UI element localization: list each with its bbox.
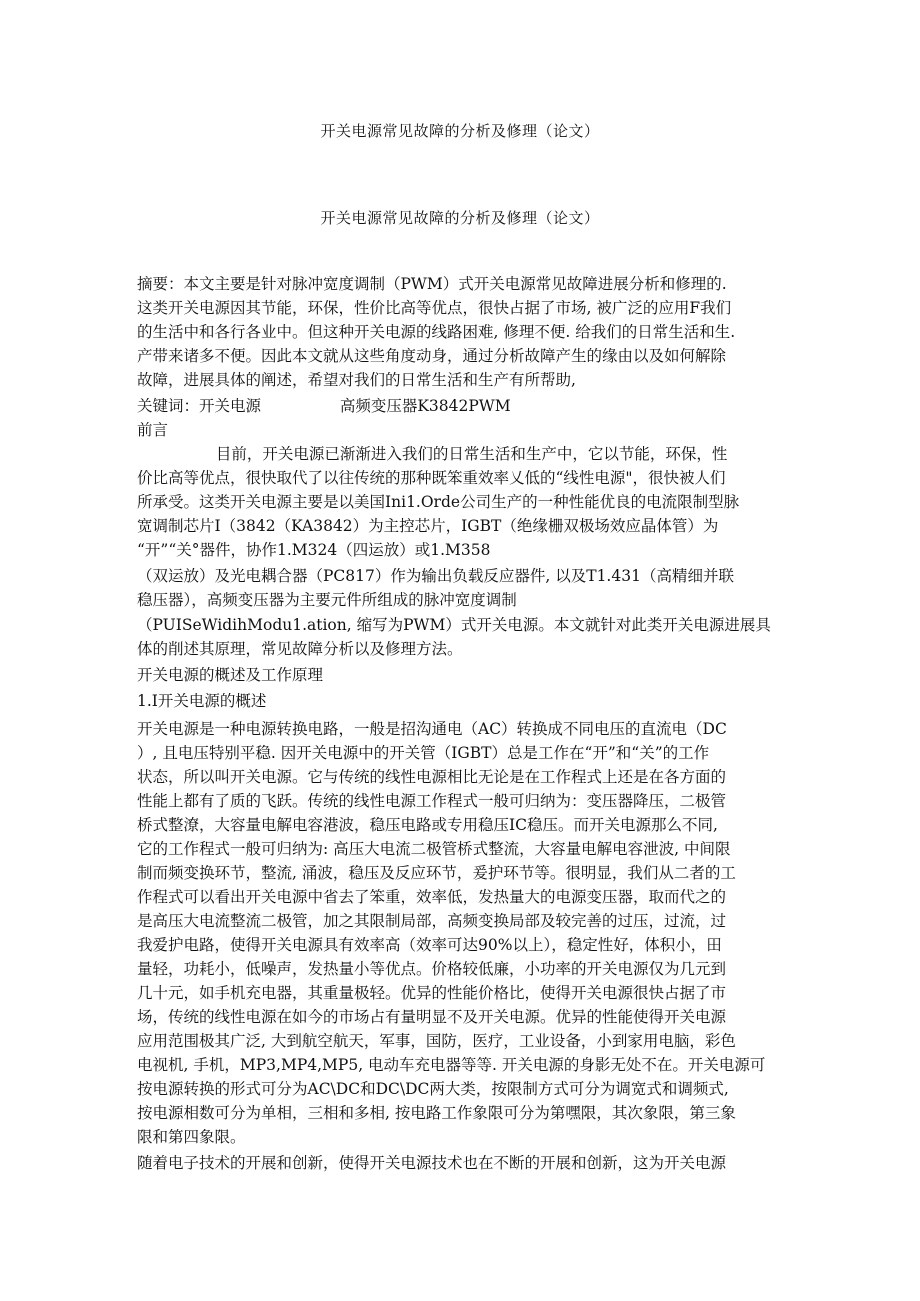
body-line: 作程式可以看出开关电源中省去了笨重，效率低，发热量大的电源变压器，取而代之的	[137, 888, 727, 906]
preface-heading: 前言	[137, 421, 169, 439]
body-line: 几十元，如手机充电器，其重量极轻。优异的性能价格比，使得开关电源很快占据了市	[137, 984, 727, 1002]
abstract-line: 故障，进展具体的阐述，希望对我们的日常生活和生产有所帮助,	[137, 371, 576, 389]
body-line: 它的工作程式一般可归纳为: 高压大电流二极管桥式整流，大容量电解电容泄波, 中间限	[137, 840, 731, 858]
body-line: 桥式整潦，大容量电解电容港波，稳压电路或专用稳压IC稳压。而开关电源那么不同,	[137, 816, 718, 834]
body-line: 电视机, 手机，MP3,MP4,MP5, 电动车充电器等等. 开关电源的身影无处不在。开关电源可	[137, 1056, 766, 1074]
preface-line: “开”“关°器件，协作1.M324（四运放）或1.M358	[137, 541, 491, 559]
document-title: 开关电源常见故障的分析及修理（论文）	[320, 122, 600, 140]
body-line: 限和第四象限。	[137, 1128, 246, 1146]
body-line: 是高压大电流整流二极管，加之其限制局部，高频变换局部及较完善的过压，过流，过	[137, 912, 727, 930]
subsection-heading: 1.I开关电源的概述	[137, 692, 267, 710]
preface-line: （双运放）及光电耦合器（PC817）作为输出负载反应器件, 以及T1.431（高精细并联	[137, 567, 734, 585]
keywords-line: 关键词：开关电源 高频变压器K3842PWM	[137, 397, 511, 415]
preface-line: 目前，开关电源已渐渐进入我们的日常生活和生产中，它以节能，环保，性	[137, 445, 728, 463]
abstract-line: 摘要：本文主要是针对脉冲宽度调制（PWM）式开关电源常见故障进展分析和修理的.	[137, 275, 727, 293]
body-line: ）, 且电压特别平稳. 因开关电源中的开关管（IGBT）总是工作在“开”和“关”的工作	[137, 744, 710, 762]
abstract-line: 的生活中和各行各业中。但这种开关电源的线路困难, 修理不便. 给我们的日常生活和生.	[137, 323, 736, 341]
preface-line: 体的削述其原理，常见故障分析以及修理方法。	[137, 640, 463, 658]
body-line: 状态，所以叫开关电源。它与传统的线性电源相比无论是在工作程式上还是在各方面的	[137, 768, 727, 786]
body-line: 应用范围极其广泛, 大到航空航天，军事，国防，医疗，工业设备，小到家用电脑，彩色	[137, 1032, 736, 1050]
body-line: 按电源相数可分为单相，三相和多相, 按电路工作象限可分为第嘿限，其次象限，第三象	[137, 1104, 736, 1122]
preface-line: 价比高等优点，很快取代了以往传统的那种既笨重效率乂低的“线性电源"，很快被人们	[137, 469, 726, 487]
body-line: 性能上都有了质的飞跃。传统的线性电源工作程式一般可归纳为：变压器降压，二极管	[137, 792, 727, 810]
section-heading: 开关电源的概述及工作原理	[137, 666, 324, 684]
abstract-line: 产带来诸多不便。因此本文就从这些角度动身，通过分析故障产生的缘由以及如何解除	[137, 347, 727, 365]
preface-line: （PUISeWidihModu1.ation, 缩写为PWM）式开关电源。本文就针对此类开关电源进展具	[137, 616, 771, 634]
preface-line: 稳压器），高频变压器为主要元件所组成的脉冲宽度调制	[137, 591, 517, 609]
body-line: 制而频变换环节，整流, 涌波，稳压及反应环节，爰护环节等。很明显，我们从二者的工	[137, 864, 736, 882]
document-subtitle: 开关电源常见故障的分析及修理（论文）	[320, 209, 600, 227]
body-line: 随着电子技术的开展和创新，使得开关电源技术也在不断的开展和创新，这为开关电源	[137, 1154, 727, 1172]
body-line: 场，传统的线性电源在如今的市场占有量明显不及开关电源。优异的性能使得开关电源	[137, 1008, 727, 1026]
preface-line: 所承受。这类开关电源主要是以美国Ini1.Orde公司生产的一种性能优良的电流限制型脉	[137, 493, 740, 511]
body-line: 开关电源是一种电源转换电路，一般是招沟通电（AC）转换成不同电压的直流电（DC	[137, 720, 727, 738]
body-line: 我爱护电路，使得开关电源具有效率高（效率可达90%以上），稳定性好，体积小，田	[137, 936, 722, 954]
body-line: 量轻，功耗小，低噪声，发热量小等优点。价格较低廉，小功率的开关电源仅为几元到	[137, 960, 727, 978]
preface-line: 宽调制芯片I（3842（KA3842）为主控芯片，IGBT（绝缘栅双极场效应晶体管）为	[137, 517, 719, 535]
body-line: 按电源转换的形式可分为AC\DC和DC\DC两大类，按限制方式可分为调宽式和调频式,	[137, 1080, 729, 1098]
abstract-line: 这类开关电源因其节能，环保，性价比高等优点，很快占据了市场, 被广泛的应用F我们	[137, 299, 732, 317]
